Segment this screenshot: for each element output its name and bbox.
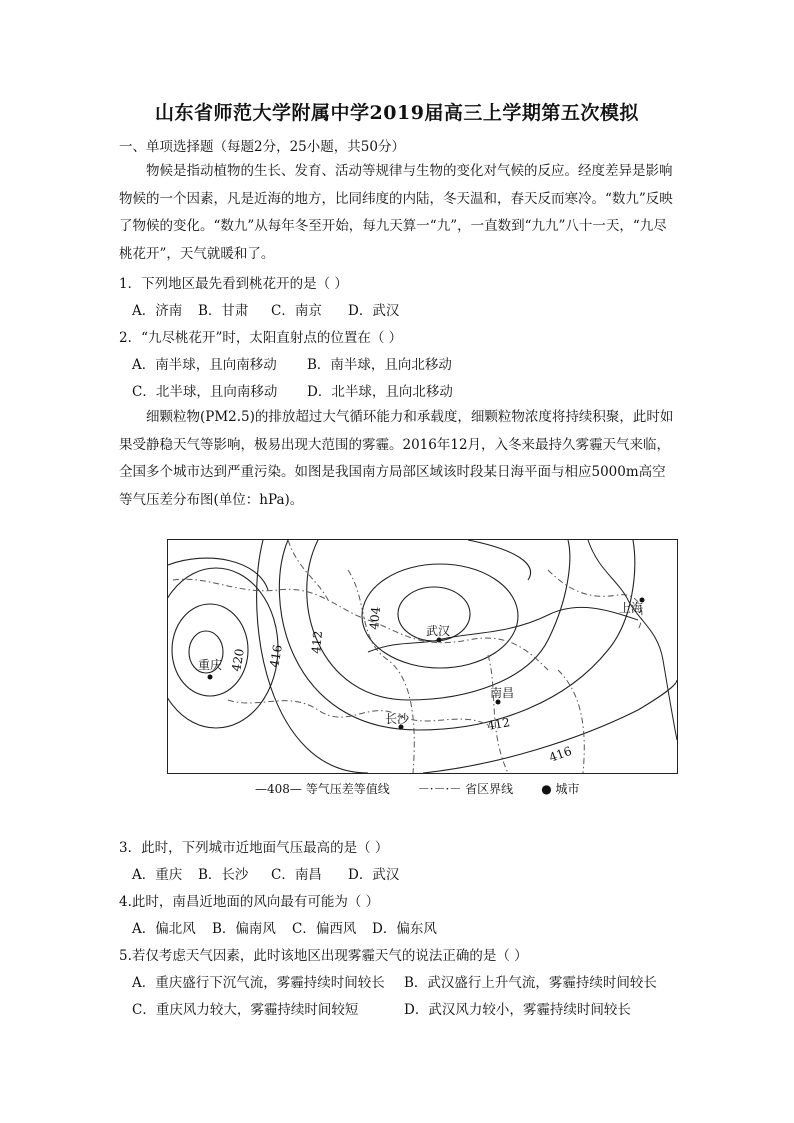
contour-label-416-b: 416: [547, 743, 574, 765]
legend-city: ● 城市: [541, 782, 580, 796]
passage-phenology: 物候是指动植物的生长、发育、活动等规律与生物的变化对气候的反应。经度差异是影响物候的一个因素，凡是近海的地方，比同纬度的内陆，冬天温和，春天反而寒冷。“数九”反映了物候的变化。“数九”从每年冬至开始，每九天算一“九”，一直数到“九九”八十一天，“九尽桃花开”，天气就暖和了。: [119, 163, 673, 262]
isoline: [168, 558, 268, 590]
question-5-options-row2: [132, 1000, 631, 1020]
option-b: B．甘肃: [198, 303, 249, 319]
option-c: C．偏西风: [292, 921, 357, 937]
option-d: D．北半球，且向北移动: [307, 384, 453, 400]
contour-label-412-b: 412: [486, 715, 512, 733]
river: [368, 607, 638, 652]
boundary-line: [173, 579, 548, 670]
boundary-line: [488, 655, 508, 773]
option-c: C．南昌: [271, 867, 322, 883]
passage-haze: 细颗粒物(PM2.5)的排放超过大气循环能力和承载度，细颗粒物浓度将持续积聚，此时如果受静稳天气等影响，极易出现大范围的雾霾。2016年12月，入冬来最持久雾霾天气来临，全国多个城市达到严重污染。如图是我国南方局部区域该时段某日海平面与相应5000m高空等气压差分布图(单位：hPa)。: [119, 409, 674, 508]
option-b: B．南半球，且向北移动: [307, 357, 452, 373]
question-2-options-row2: [132, 382, 453, 402]
option-a: A．济南: [132, 303, 183, 319]
option-a: A．偏北风: [132, 921, 196, 937]
city-dot-nanchang: [496, 700, 501, 705]
legend-boundary: －·－·－ 省区界线: [417, 782, 514, 796]
legend-isoline: —408— 等气压差等值线: [255, 782, 390, 796]
option-a: A．重庆: [132, 867, 183, 883]
city-label-wuhan: 武汉: [426, 624, 451, 638]
question-3-options: [132, 865, 399, 885]
question-2-stem: 2．“九尽桃花开”时，太阳直射点的位置在（ ）: [119, 330, 403, 346]
isobar-map-svg: [168, 540, 677, 773]
question-2-options-row1: [132, 355, 452, 375]
city-dot-chongqing: [208, 675, 213, 680]
question-1-stem: 1．下列地区最先看到桃花开的是（ ）: [119, 276, 348, 292]
contour-label-416: 416: [267, 643, 285, 669]
option-d: D．武汉: [348, 867, 400, 883]
boundary-line: [228, 700, 488, 725]
option-a: A．南半球，且向南移动: [132, 357, 277, 373]
city-label-changsha: 长沙: [385, 712, 410, 726]
option-c: C．南京: [271, 303, 322, 319]
option-b: B．偏南风: [212, 921, 276, 937]
question-4-options: [132, 919, 437, 939]
question-5-options-row1: [132, 973, 657, 993]
map-legend: [255, 780, 607, 797]
option-c: C．重庆风力较大，雾霾持续时间较短: [132, 1002, 359, 1018]
option-b: B．武汉盛行上升气流，雾霾持续时间较长: [404, 975, 657, 991]
question-1-options: [132, 301, 399, 321]
isoline: [468, 540, 531, 580]
question-5-stem: 5.若仅考虑天气因素，此时该地区出现雾霾天气的说法正确的是（ ）: [119, 948, 528, 964]
page-title: 山东省师范大学附属中学2019届高三上学期第五次模拟: [155, 102, 639, 124]
section-heading: 一、单项选择题（每题2分，25小题，共50分）: [119, 139, 405, 155]
city-label-chongqing: 重庆: [198, 658, 223, 672]
option-b: B．长沙: [198, 867, 249, 883]
question-4-stem: 4.此时，南昌近地面的风向最有可能为（ ）: [119, 894, 380, 910]
contour-label-420: 420: [229, 647, 247, 673]
city-dot-wuhan: [437, 638, 442, 643]
question-3-stem: 3．此时，下列城市近地面气压最高的是（ ）: [119, 840, 389, 856]
coastline: [588, 540, 677, 740]
option-a: A．重庆盛行下沉气流，雾霾持续时间较长: [132, 975, 385, 991]
coastline-river: [368, 540, 677, 740]
boundary-line: [348, 570, 414, 773]
city-label-nanchang: 南昌: [490, 686, 515, 700]
isobar-map: [167, 539, 678, 774]
option-d: D．武汉风力较小，雾霾持续时间较长: [404, 1002, 631, 1018]
option-c: C．北半球，且向南移动: [132, 384, 278, 400]
option-d: D．偏东风: [372, 921, 437, 937]
isoline: [362, 564, 518, 668]
contour-label-404: 404: [367, 606, 383, 631]
contour-label-412: 412: [309, 630, 325, 655]
option-d: D．武汉: [348, 303, 400, 319]
city-label-shanghai: 上海: [619, 601, 644, 615]
